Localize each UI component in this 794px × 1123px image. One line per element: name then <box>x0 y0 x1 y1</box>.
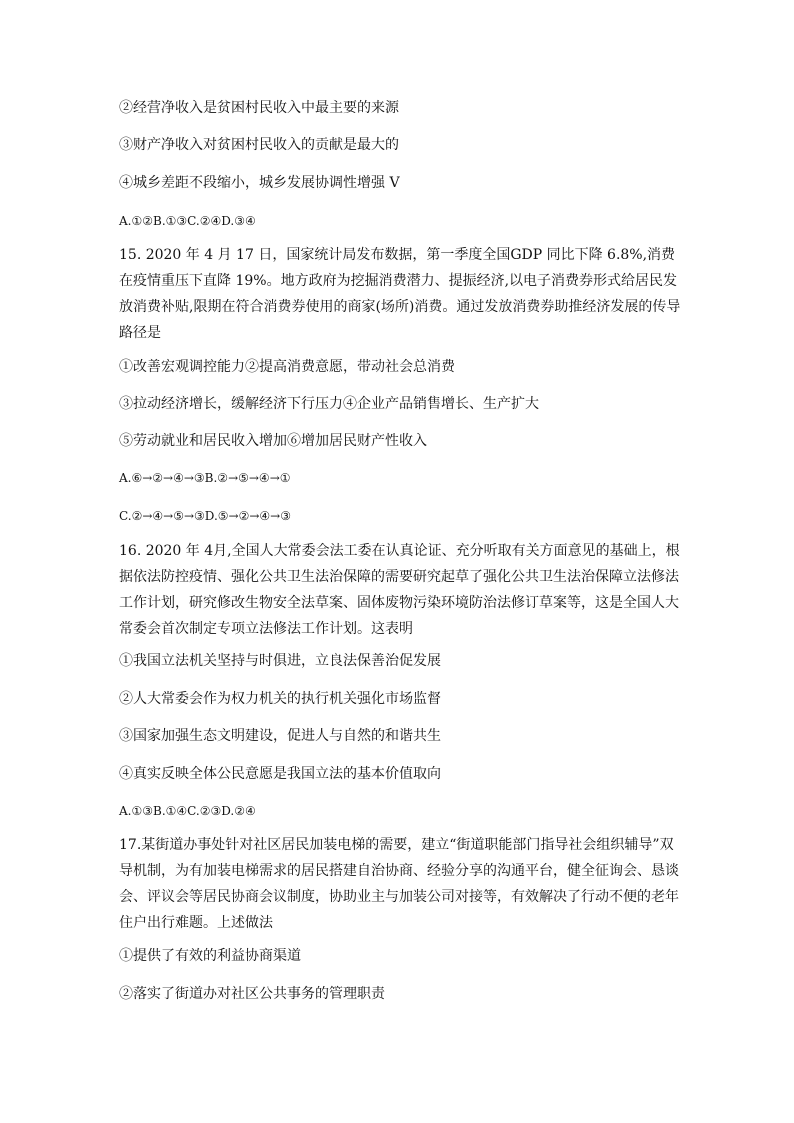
q17-statement-1: ①提供了有效的利益协商渠道 <box>119 948 301 964</box>
q15-statement-1: ①改善宏观调控能力②提高消费意愿，带动社会总消费 <box>119 359 455 375</box>
statement-3: ③财产净收入对贫困村民收入的贡献是最大的 <box>119 137 399 153</box>
question-16-stem: 16. 2020 年 4月,全国人大常委会法工委在认真论证、充分听取有关方面意见的基础上，根据依法防控疫情、强化公共卫生法治保障的需要研究起草了强化公共卫生法治保障立法修法工作计划，研究修改生物安全法草案、固体废物污染环境防治法修订草案等，这是全国人大常委会首次制定专项立法修法工作计划。这表明 <box>119 543 680 637</box>
question-15-stem: 15. 2020 年 4 月 17 日，国家统计局发布数据，第一季度全国GDP 同比下降 6.8%,消费在疫情重压下直降 19%。地方政府为挖掘消费潜力、提振经济,以电子消费券形式给居民发放消费补贴,限期在符合消费券使用的商家(场所)消费。通过发放消费券助推经济发展的传导路径是 <box>119 247 681 341</box>
q15-statement-2: ③拉动经济增长，缓解经济下行压力④企业产品销售增长、生产扩大 <box>119 396 539 412</box>
q16-statement-3: ③国家加强生态文明建设，促进人与自然的和谐共生 <box>119 728 441 744</box>
q16-statement-2: ②人大常委会作为权力机关的执行机关强化市场监督 <box>119 691 441 707</box>
answer-options: A.①②B.①③C.②④D.③④ <box>119 214 256 228</box>
q15-options-2: C.②→④→⑤→③D.⑤→②→④→③ <box>119 509 291 523</box>
q15-statement-3: ⑤劳动就业和居民收入增加⑥增加居民财产性收入 <box>119 433 427 449</box>
q16-statement-1: ①我国立法机关坚持与时俱进，立良法保善治促发展 <box>119 653 441 669</box>
statement-4: ④城乡差距不段缩小，城乡发展协调性增强 V <box>119 175 400 191</box>
q16-statement-4: ④真实反映全体公民意愿是我国立法的基本价值取向 <box>119 766 441 782</box>
q17-statement-2: ②落实了街道办对社区公共事务的管理职责 <box>119 986 385 1002</box>
q16-options: A.①③B.①④C.②③D.②④ <box>119 804 256 818</box>
question-17-stem: 17.某街道办事处针对社区居民加装电梯的需要，建立“街道职能部门指导社会组织辅导”双导机制，为有加装电梯需求的居民搭建自治协商、经验分享的沟通平台，健全征询会、恳谈会、评议会等居民协商会议制度，协助业主与加装公司对接等，有效解决了行动不便的老年住户出行难题。上述做法 <box>119 837 679 931</box>
q15-options-1: A.⑥→②→④→③B.②→⑤→④→① <box>119 471 291 485</box>
statement-2: ②经营净收入是贫困村民收入中最主要的来源 <box>119 100 399 116</box>
